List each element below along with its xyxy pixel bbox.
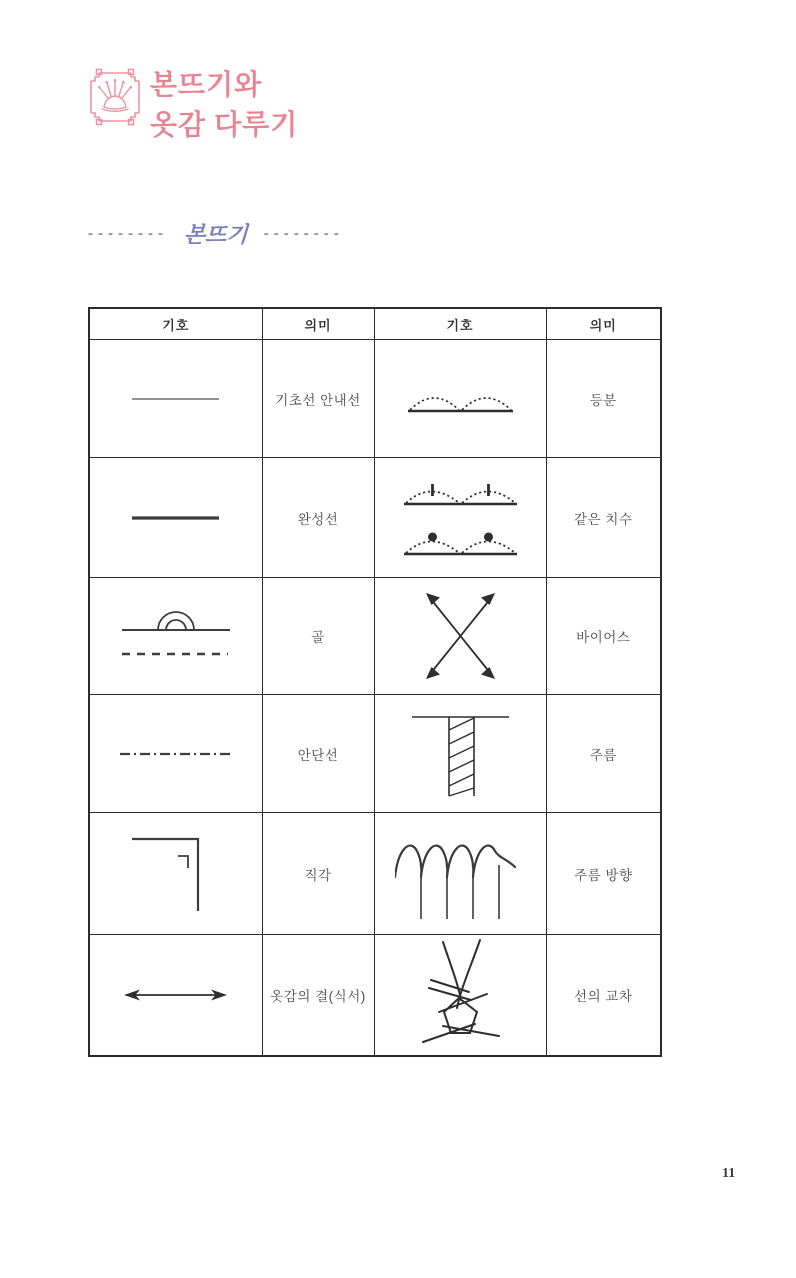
table-row [89, 340, 661, 458]
meaning-cell: 직각 [262, 813, 374, 935]
meaning-cell: 안단선 [262, 695, 374, 813]
meaning-cell: 주름 방향 [546, 813, 661, 935]
section-word: 본뜨기 [183, 222, 249, 247]
col-header-meaning-1: 의미 [262, 308, 374, 340]
col-header-meaning-2: 의미 [546, 308, 661, 340]
col-header-symbol-2: 기호 [374, 308, 546, 340]
meaning-cell: 바이어스 [546, 578, 661, 695]
thick-line-symbol [89, 458, 262, 578]
right-angle-symbol [89, 813, 262, 935]
grain-arrow-symbol [89, 935, 262, 1056]
symbol-table [88, 307, 662, 1057]
table-row [89, 695, 661, 813]
pleat-hatched-symbol [374, 695, 546, 813]
col-header-symbol-1: 기호 [89, 308, 262, 340]
chapter-title-line1: 본뜨기와 [150, 70, 263, 101]
meaning-cell: 기초선 안내선 [262, 340, 374, 458]
division-arcs-symbol [374, 340, 546, 458]
bias-cross-symbol [374, 578, 546, 695]
same-measure-arcs-symbol [374, 458, 546, 578]
table-row [89, 935, 661, 1056]
dashes-left: -------- [88, 225, 168, 242]
table-row [89, 458, 661, 578]
dashes-right: -------- [263, 225, 344, 242]
meaning-cell: 옷감의 결(식서) [262, 935, 374, 1056]
table-row [89, 813, 661, 935]
fold-line-symbol [89, 578, 262, 695]
chapter-title [150, 66, 298, 146]
meaning-cell: 주름 [546, 695, 661, 813]
table-row [89, 578, 661, 695]
pleat-direction-symbol [374, 813, 546, 935]
meaning-cell: 등분 [546, 340, 661, 458]
meaning-cell: 선의 교차 [546, 935, 661, 1056]
meaning-cell: 완성선 [262, 458, 374, 578]
table-header-row [89, 308, 661, 340]
page-number: 11 [722, 1166, 736, 1181]
meaning-cell: 골 [262, 578, 374, 695]
section-label [88, 218, 344, 249]
line-crossing-symbol [374, 935, 546, 1056]
chapter-title-line2: 옷감 다루기 [150, 110, 299, 141]
dash-dot-line-symbol [89, 695, 262, 813]
pincushion-icon [84, 66, 146, 133]
thin-line-symbol [89, 340, 262, 458]
meaning-cell: 같은 치수 [546, 458, 661, 578]
